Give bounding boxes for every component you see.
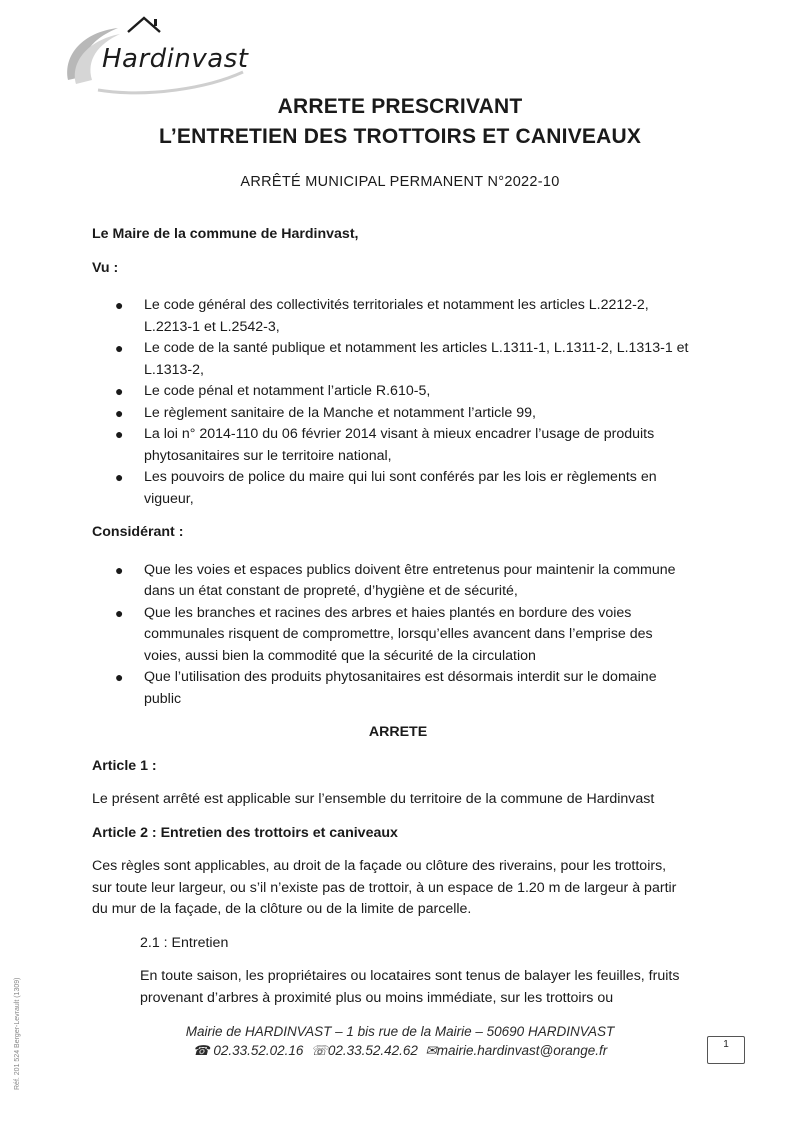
page-title-line1: ARRETE PRESCRIVANT: [277, 95, 523, 118]
considerant-list: [92, 560, 704, 711]
document-body: [92, 224, 704, 1009]
side-reference: Réf. 201 524 Berger-Levrault (1309): [14, 977, 21, 1090]
article2-text: Ces règles sont applicables, au droit de la façade ou clôture des riverains, pour les trottoirs, sur toute leur largeur, ou s’il n’existe pas de trottoir, à un espace de 1.20 m de largeur à partir du mur de la façade, de la clôture ou de la limite de parcelle.: [92, 858, 677, 917]
page-title-line2: L’ENTRETIEN DES TROTTOIRS ET CANIVEAUX: [158, 125, 642, 148]
footer-fax: 02.33.52.42.62: [327, 1043, 418, 1058]
list-item: ● Le code pénal et notamment l’article R.610-5,: [115, 383, 431, 399]
considerant-heading: Considérant :: [92, 524, 184, 540]
article2-heading: Article 2 : Entretien des trottoirs et caniveaux: [92, 824, 398, 841]
list-item: ● Le code général des collectivités territoriales et notamment les articles L.2212-2, L.2213-1 et L.2542-3,: [115, 297, 649, 335]
intro-line: Le Maire de la commune de Hardinvast,: [92, 226, 359, 242]
list-item: ● Le règlement sanitaire de la Manche et notamment l’article 99,: [115, 404, 536, 421]
telephone-icon: ☎: [192, 1043, 210, 1058]
list-item: ● Les pouvoirs de police du maire qui lui sont conférés par les lois er règlements en vigueur,: [115, 469, 657, 507]
page-subtitle: ARRÊTÉ MUNICIPAL PERMANENT N°2022-10: [240, 174, 560, 190]
article2-1-heading: 2.1 : Entretien: [140, 934, 229, 951]
article1-text: Le présent arrêté est applicable sur l’ensemble du territoire de la commune de Hardinvast: [92, 791, 655, 807]
arrete-heading: ARRETE: [368, 724, 428, 740]
fax-icon: ☏: [307, 1043, 328, 1058]
list-item: ● Le code de la santé publique et notamment les articles L.1311-1, L.1311-2, L.1313-1 et L.1313-2,: [115, 340, 689, 378]
footer-phone: 02.33.52.02.16: [213, 1043, 304, 1058]
vu-heading: Vu :: [92, 259, 119, 276]
footer-address: Mairie de HARDINVAST – 1 bis rue de la Mairie – 50690 HARDINVAST: [185, 1024, 615, 1039]
envelope-icon: ✉: [421, 1043, 437, 1058]
list-item: ● La loi n° 2014-110 du 06 février 2014 visant à mieux encadrer l’usage de produits phytosanitaires sur le territoire national,: [115, 426, 655, 464]
article2-1-text: En toute saison, les propriétaires ou locataires sont tenus de balayer les feuilles, fruits provenant d’arbres à proximité plus ou moins immédiate, sur les trottoirs ou: [140, 968, 680, 1006]
vu-list: [92, 295, 704, 510]
article1-heading: Article 1 :: [92, 757, 157, 774]
page-number: 1: [707, 1036, 745, 1064]
logo-text: Hardinvast: [102, 44, 249, 74]
list-item: ● Que les voies et espaces publics doivent être entretenus pour maintenir la commune dans un état constant de propreté, d’hygiène et de sécurité,: [115, 561, 676, 599]
footer-contacts: [0, 1043, 800, 1059]
footer-email: mairie.hardinvast@orange.fr: [436, 1043, 608, 1058]
list-item: ● Que les branches et racines des arbres et haies plantés en bordure des voies communales risquent de compromettre, lorsqu’elles avancent dans l’emprise des voies, aussi bien la commodité que la sécurité de la circulation: [115, 604, 653, 664]
commune-logo: [58, 10, 258, 95]
list-item: ● Que l’utilisation des produits phytosanitaires est désormais interdit sur le domaine public: [115, 669, 657, 707]
